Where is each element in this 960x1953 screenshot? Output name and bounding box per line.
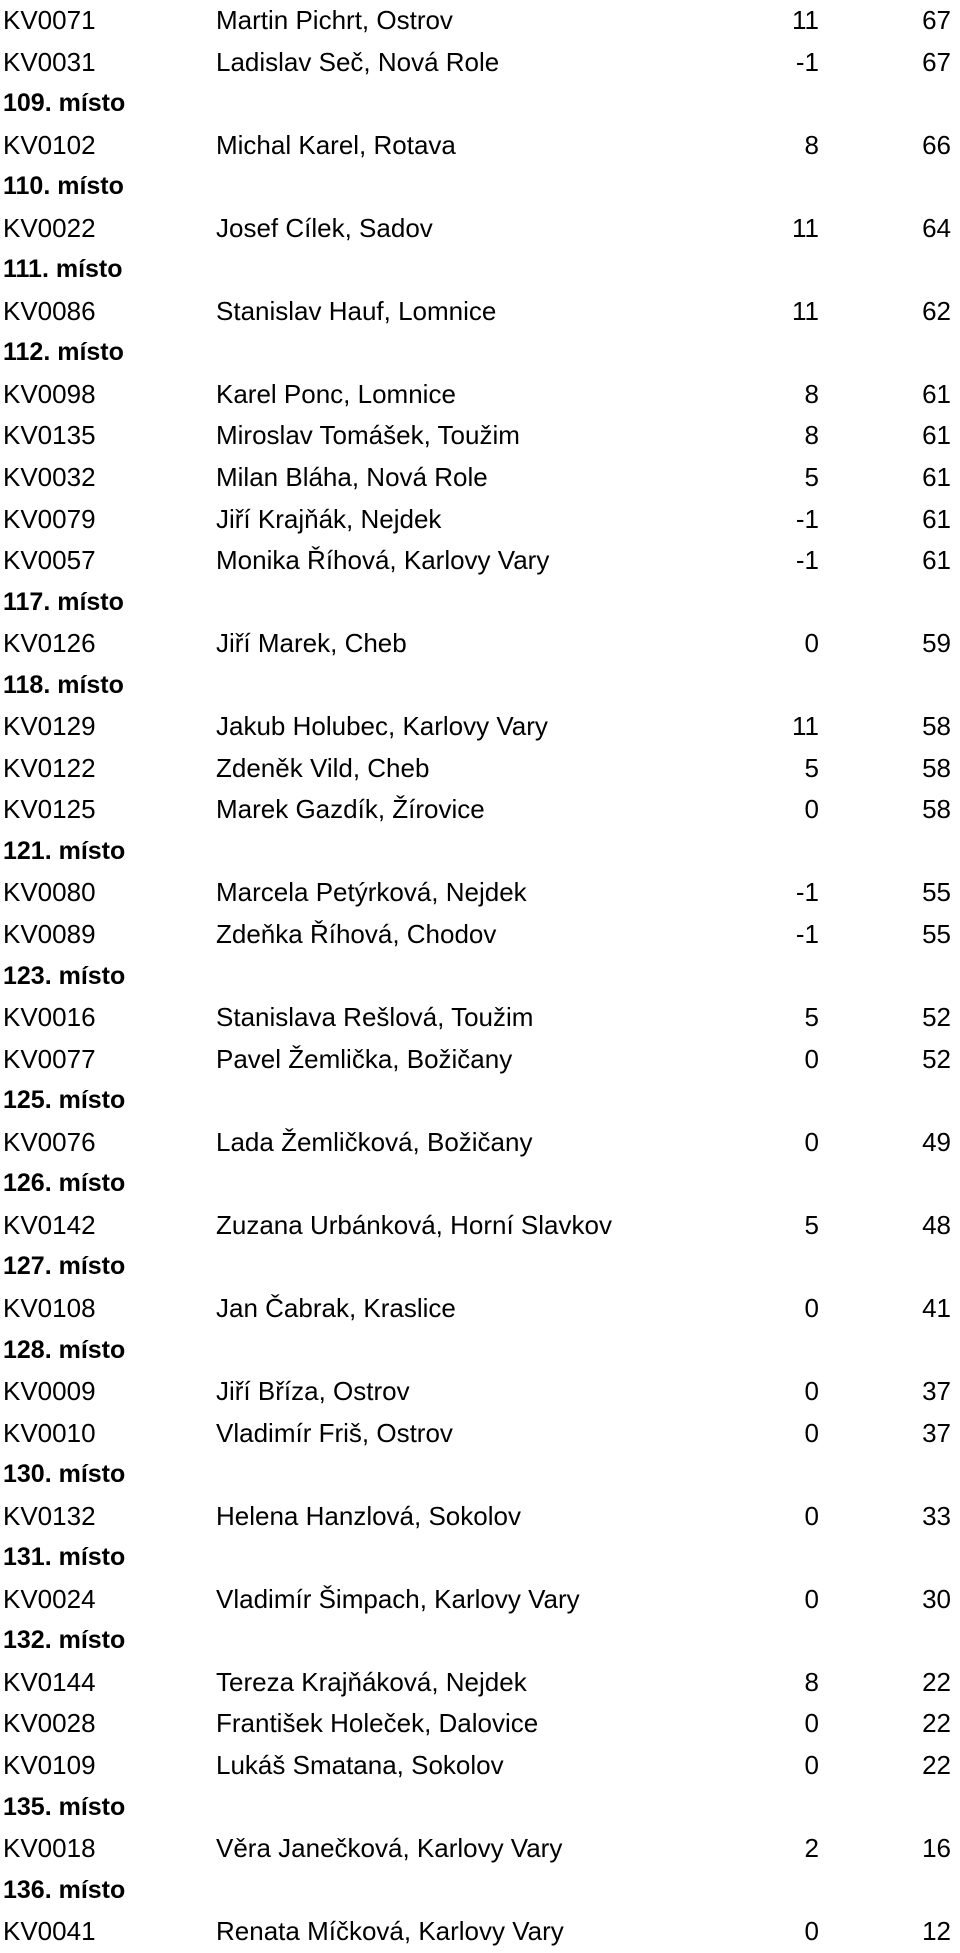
total-points: 37 xyxy=(922,1376,951,1407)
round-score: 0 xyxy=(804,1417,819,1448)
place-label: 131. místo xyxy=(3,1543,126,1572)
result-row xyxy=(0,706,960,748)
total-points: 55 xyxy=(922,877,951,908)
place-label: 127. místo xyxy=(3,1252,126,1281)
competitor-code: KV0109 xyxy=(3,1749,96,1780)
place-header xyxy=(0,665,960,707)
competitor-name: Lada Žemličková, Božičany xyxy=(216,1126,533,1157)
round-score: 2 xyxy=(804,1833,819,1864)
round-score: 0 xyxy=(804,1376,819,1407)
competitor-name: Jakub Holubec, Karlovy Vary xyxy=(216,711,548,742)
competitor-code: KV0102 xyxy=(3,129,96,160)
round-score: 0 xyxy=(804,1292,819,1323)
total-points: 48 xyxy=(922,1209,951,1240)
total-points: 49 xyxy=(922,1126,951,1157)
competitor-name: Karel Ponc, Lomnice xyxy=(216,378,456,409)
place-label: 126. místo xyxy=(3,1169,126,1198)
competitor-code: KV0142 xyxy=(3,1209,96,1240)
place-header xyxy=(0,1454,960,1496)
round-score: 5 xyxy=(804,1209,819,1240)
result-row xyxy=(0,1205,960,1247)
result-row xyxy=(0,997,960,1039)
place-header xyxy=(0,1537,960,1579)
result-row xyxy=(0,42,960,84)
competitor-name: Josef Cílek, Sadov xyxy=(216,212,433,243)
total-points: 37 xyxy=(922,1417,951,1448)
competitor-code: KV0009 xyxy=(3,1376,96,1407)
round-score: -1 xyxy=(795,877,819,908)
place-header xyxy=(0,1330,960,1372)
place-label: 125. místo xyxy=(3,1086,126,1115)
place-label: 109. místo xyxy=(3,89,126,118)
round-score: 5 xyxy=(804,752,819,783)
competitor-code: KV0077 xyxy=(3,1043,96,1074)
place-label: 117. místo xyxy=(3,587,124,616)
total-points: 61 xyxy=(922,545,951,576)
result-row xyxy=(0,1911,960,1953)
competitor-code: KV0098 xyxy=(3,378,96,409)
competitor-name: Marcela Petýrková, Nejdek xyxy=(216,877,527,908)
total-points: 55 xyxy=(922,919,951,950)
round-score: 0 xyxy=(804,1583,819,1614)
round-score: 0 xyxy=(804,1126,819,1157)
competitor-name: Stanislava Rešlová, Toužim xyxy=(216,1002,534,1033)
competitor-name: Ladislav Seč, Nová Role xyxy=(216,46,500,77)
round-score: -1 xyxy=(795,46,819,77)
round-score: 0 xyxy=(804,1043,819,1074)
place-header xyxy=(0,1163,960,1205)
total-points: 64 xyxy=(922,212,951,243)
competitor-name: Jiří Bříza, Ostrov xyxy=(216,1376,410,1407)
total-points: 33 xyxy=(922,1500,951,1531)
total-points: 16 xyxy=(922,1833,951,1864)
round-score: -1 xyxy=(795,503,819,534)
total-points: 62 xyxy=(922,295,951,326)
total-points: 59 xyxy=(922,628,951,659)
total-points: 61 xyxy=(922,462,951,493)
competitor-name: František Holeček, Dalovice xyxy=(216,1708,539,1739)
round-score: -1 xyxy=(795,919,819,950)
total-points: 67 xyxy=(922,5,951,35)
round-score: 0 xyxy=(804,628,819,659)
place-header xyxy=(0,1870,960,1912)
round-score: 11 xyxy=(792,711,819,742)
round-score: 0 xyxy=(804,1500,819,1531)
place-label: 110. místo xyxy=(3,172,124,201)
total-points: 61 xyxy=(922,378,951,409)
round-score: 0 xyxy=(804,1749,819,1780)
place-header xyxy=(0,831,960,873)
result-row xyxy=(0,1496,960,1538)
competitor-code: KV0010 xyxy=(3,1417,96,1448)
place-label: 130. místo xyxy=(3,1460,126,1489)
competitor-name: Zdeněk Vild, Cheb xyxy=(216,752,430,783)
round-score: 11 xyxy=(792,5,819,35)
place-label: 118. místo xyxy=(3,670,124,699)
competitor-code: KV0080 xyxy=(3,877,96,908)
place-label: 135. místo xyxy=(3,1792,126,1821)
result-row xyxy=(0,914,960,956)
result-row xyxy=(0,1828,960,1870)
competitor-code: KV0126 xyxy=(3,628,96,659)
place-header xyxy=(0,1246,960,1288)
result-row xyxy=(0,1288,960,1330)
competitor-name: Martin Pichrt, Ostrov xyxy=(216,5,453,35)
total-points: 61 xyxy=(922,503,951,534)
competitor-code: KV0057 xyxy=(3,545,96,576)
competitor-name: Marek Gazdík, Žírovice xyxy=(216,794,485,825)
result-row xyxy=(0,291,960,333)
competitor-name: Vladimír Friš, Ostrov xyxy=(216,1417,453,1448)
total-points: 52 xyxy=(922,1043,951,1074)
place-label: 123. místo xyxy=(3,961,126,990)
result-row xyxy=(0,1745,960,1787)
competitor-name: Zuzana Urbánková, Horní Slavkov xyxy=(216,1209,612,1240)
competitor-code: KV0079 xyxy=(3,503,96,534)
place-label: 121. místo xyxy=(3,836,126,865)
place-header xyxy=(0,1620,960,1662)
result-row xyxy=(0,789,960,831)
competitor-name: Milan Bláha, Nová Role xyxy=(216,462,488,493)
round-score: 5 xyxy=(804,462,819,493)
place-header xyxy=(0,332,960,374)
total-points: 58 xyxy=(922,794,951,825)
competitor-code: KV0016 xyxy=(3,1002,96,1033)
competitor-code: KV0089 xyxy=(3,919,96,950)
competitor-code: KV0132 xyxy=(3,1500,96,1531)
result-row xyxy=(0,125,960,167)
result-row xyxy=(0,1703,960,1745)
total-points: 30 xyxy=(922,1583,951,1614)
place-header xyxy=(0,582,960,624)
round-score: 8 xyxy=(804,378,819,409)
place-header xyxy=(0,166,960,208)
place-label: 112. místo xyxy=(3,338,124,367)
place-label: 111. místo xyxy=(3,255,123,284)
round-score: 11 xyxy=(792,295,819,326)
competitor-name: Jan Čabrak, Kraslice xyxy=(216,1292,456,1323)
result-row xyxy=(0,208,960,250)
competitor-code: KV0129 xyxy=(3,711,96,742)
competitor-name: Michal Karel, Rotava xyxy=(216,129,456,160)
competitor-code: KV0086 xyxy=(3,295,96,326)
competitor-code: KV0022 xyxy=(3,212,96,243)
competitor-code: KV0144 xyxy=(3,1666,96,1697)
result-row xyxy=(0,499,960,541)
total-points: 22 xyxy=(922,1708,951,1739)
result-row xyxy=(0,623,960,665)
competitor-code: KV0032 xyxy=(3,462,96,493)
competitor-name: Vladimír Šimpach, Karlovy Vary xyxy=(216,1583,580,1614)
competitor-name: Zdeňka Říhová, Chodov xyxy=(216,919,497,950)
total-points: 41 xyxy=(922,1292,951,1323)
round-score: 0 xyxy=(804,1916,819,1947)
place-header xyxy=(0,249,960,291)
place-header xyxy=(0,1080,960,1122)
competitor-name: Stanislav Hauf, Lomnice xyxy=(216,295,497,326)
result-row xyxy=(0,415,960,457)
total-points: 12 xyxy=(922,1916,951,1947)
competitor-code: KV0125 xyxy=(3,794,96,825)
place-label: 132. místo xyxy=(3,1626,126,1655)
total-points: 67 xyxy=(922,46,951,77)
round-score: 5 xyxy=(804,1002,819,1033)
result-row xyxy=(0,1039,960,1081)
competitor-name: Tereza Krajňáková, Nejdek xyxy=(216,1666,527,1697)
result-row xyxy=(0,0,960,42)
round-score: -1 xyxy=(795,545,819,576)
competitor-name: Věra Janečková, Karlovy Vary xyxy=(216,1833,563,1864)
result-row xyxy=(0,748,960,790)
round-score: 8 xyxy=(804,1666,819,1697)
total-points: 58 xyxy=(922,711,951,742)
result-row xyxy=(0,1371,960,1413)
result-row xyxy=(0,374,960,416)
competitor-code: KV0028 xyxy=(3,1708,96,1739)
competitor-code: KV0024 xyxy=(3,1583,96,1614)
total-points: 61 xyxy=(922,420,951,451)
result-row xyxy=(0,1122,960,1164)
round-score: 0 xyxy=(804,794,819,825)
result-row xyxy=(0,1579,960,1621)
competitor-name: Helena Hanzlová, Sokolov xyxy=(216,1500,521,1531)
place-header xyxy=(0,83,960,125)
competitor-name: Renata Míčková, Karlovy Vary xyxy=(216,1916,564,1947)
result-row xyxy=(0,1413,960,1455)
total-points: 66 xyxy=(922,129,951,160)
total-points: 22 xyxy=(922,1749,951,1780)
competitor-code: KV0031 xyxy=(3,46,96,77)
competitor-name: Lukáš Smatana, Sokolov xyxy=(216,1749,504,1780)
competitor-code: KV0122 xyxy=(3,752,96,783)
competitor-code: KV0076 xyxy=(3,1126,96,1157)
round-score: 0 xyxy=(804,1708,819,1739)
competitor-name: Jiří Krajňák, Nejdek xyxy=(216,503,442,534)
competitor-code: KV0018 xyxy=(3,1833,96,1864)
competitor-code: KV0041 xyxy=(3,1916,96,1947)
place-header xyxy=(0,956,960,998)
round-score: 8 xyxy=(804,129,819,160)
competitor-code: KV0071 xyxy=(3,5,96,35)
round-score: 11 xyxy=(792,212,819,243)
result-row xyxy=(0,1662,960,1704)
place-label: 128. místo xyxy=(3,1335,126,1364)
competitor-name: Jiří Marek, Cheb xyxy=(216,628,407,659)
round-score: 8 xyxy=(804,420,819,451)
place-label: 136. místo xyxy=(3,1875,126,1904)
competitor-name: Monika Říhová, Karlovy Vary xyxy=(216,545,550,576)
competitor-code: KV0108 xyxy=(3,1292,96,1323)
competitor-name: Pavel Žemlička, Božičany xyxy=(216,1043,513,1074)
result-row xyxy=(0,457,960,499)
result-row xyxy=(0,872,960,914)
result-row xyxy=(0,540,960,582)
total-points: 58 xyxy=(922,752,951,783)
place-header xyxy=(0,1787,960,1829)
total-points: 52 xyxy=(922,1002,951,1033)
competitor-name: Miroslav Tomášek, Toužim xyxy=(216,420,520,451)
competitor-code: KV0135 xyxy=(3,420,96,451)
total-points: 22 xyxy=(922,1666,951,1697)
